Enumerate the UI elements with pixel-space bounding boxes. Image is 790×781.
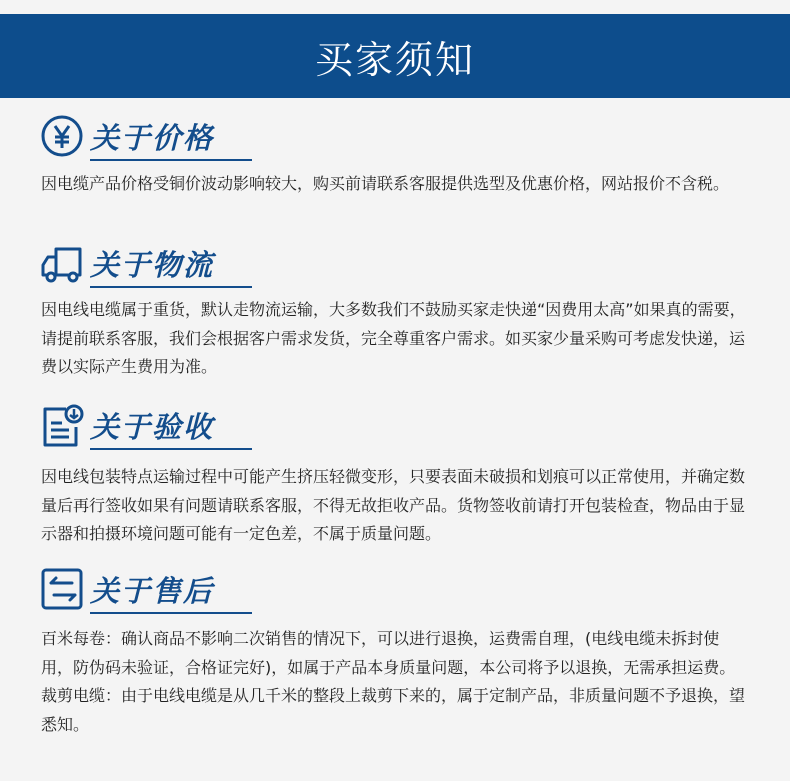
section-inspection-text: 因电线包装特点运输过程中可能产生挤压轻微变形，只要表面未破损和划痕可以正常使用，并确定数量后再行签收如果有问题请联系客服，不得无故拒收产品。货物签收前请打开包装检查，物品由于显示器和拍摄环境问题可能有一定色差，不属于质量问题。 [41, 467, 746, 543]
page-title: 买家须知 [314, 37, 475, 82]
section-aftersales-underline [90, 612, 252, 614]
section-inspection-title: 关于验收 [90, 410, 215, 444]
section-logistics-title: 关于物流 [90, 248, 215, 282]
section-price-body [41, 170, 751, 199]
section-aftersales-text-rolls: 百米每卷：确认商品不影响二次销售的情况下，可以进行退换，运费需自理，(电线电缆未拆封使用，防伪码未验证，合格证完好)，如属于产品本身质量问题，本公司将予以退换，无需承担运费。 [41, 629, 736, 677]
section-aftersales-header [40, 567, 340, 617]
section-aftersales-title: 关于售后 [90, 574, 215, 608]
section-logistics-underline [90, 286, 252, 288]
exchange-icon [40, 567, 86, 613]
section-price-text: 因电缆产品价格受铜价波动影响较大，购买前请联系客服提供选型及优惠价格，网站报价不含税。 [41, 174, 730, 193]
section-inspection-underline [90, 448, 252, 450]
truck-icon [40, 241, 86, 287]
section-inspection-body [41, 463, 751, 549]
section-aftersales-body [41, 625, 751, 739]
section-inspection-header [40, 403, 340, 453]
section-logistics-header [40, 241, 340, 291]
section-price-header [40, 114, 340, 164]
section-logistics-body [41, 296, 751, 382]
header-banner [0, 14, 790, 98]
document-check-icon [40, 403, 86, 449]
yen-icon [40, 114, 86, 160]
section-aftersales-text-cut: 裁剪电缆：由于电线电缆是从几千米的整段上裁剪下来的，属于定制产品，非质量问题不予退换，望悉知。 [41, 686, 746, 734]
section-price-title: 关于价格 [90, 121, 215, 155]
section-logistics-text: 因电线电缆属于重货，默认走物流运输，大多数我们不鼓励买家走快递“因费用太高”如果真的需要，请提前联系客服，我们会根据客户需求发货，完全尊重客户需求。如买家少量采购可考虑发快递，运费以实际产生费用为准。 [41, 300, 746, 376]
section-price-underline [90, 159, 252, 161]
